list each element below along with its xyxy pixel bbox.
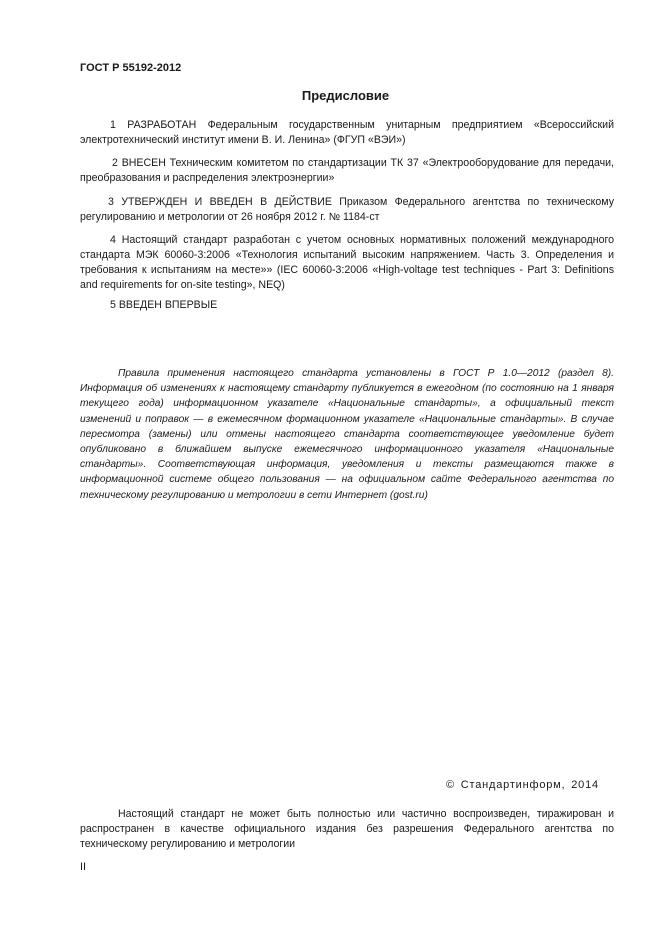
copyright-notice: © Стандартинформ, 2014: [446, 779, 599, 791]
preface-item-3: 3 УТВЕРЖДЕН И ВВЕДЕН В ДЕЙСТВИЕ Приказом Федерального агентства по техническому регулированию и метрологии от 26 ноября 2012 г. № 1184-ст: [80, 196, 614, 223]
page-title: Предисловие: [301, 88, 390, 103]
document-header: ГОСТ Р 55192-2012: [80, 62, 182, 74]
preface-item-5: 5 ВВЕДЕН ВПЕРВЫЕ: [110, 299, 218, 311]
rules-of-application-note: Правила применения настоящего стандарта установлены в ГОСТ Р 1.0—2012 (раздел 8). Информация об изменениях к настоящему стандарту публикуется в ежегодном (по состоянию на 1 января текущего года) информационном указателе «Национальные стандарты», а официальный текст изменений и поправок — в ежемесячном формационном указателе «Национальные стандарты». В случае пересмотра (замены) или отмены настоящего стандарта соответствующее уведомление будет опубликовано в ближайшем выпуске ежемесячного информационного указателя «Национальные стандарты». Соответствующая информация, уведомления и тексты размещаются также в информационной системе общего пользования — на официальном сайте Федерального агентства по техническому регулированию и метрологии в сети Интернет (gost.ru): [80, 368, 614, 501]
preface-item-1: 1 РАЗРАБОТАН Федеральным государственным унитарным предприятием «Всероссийский электротехнический институт имени В. И. Ленина» (ФГУП «ВЭИ»): [80, 119, 614, 146]
preface-item-4: 4 Настоящий стандарт разработан с учетом основных нормативных положений международного стандарта МЭК 60060-3:2006 «Технология испытаний высоким напряжением. Часть 3. Определения и требования к испытаниям на месте»» (IEC 60060-3:2006 «High-voltage test techniques - Part 3: Definitions and requirements for on-site testing», NEQ): [80, 234, 614, 291]
preface-item-2: 2 ВНЕСЕН Техническим комитетом по стандартизации ТК 37 «Электрооборудование для передачи, преобразования и распределения электроэнергии»: [80, 157, 614, 184]
reproduction-notice: Настоящий стандарт не может быть полностью или частично воспроизведен, тиражирован и распространен в качестве официального издания без разрешения Федерального агентства по техническому регулированию и метрологии: [80, 808, 614, 850]
page-number: II: [80, 861, 87, 873]
